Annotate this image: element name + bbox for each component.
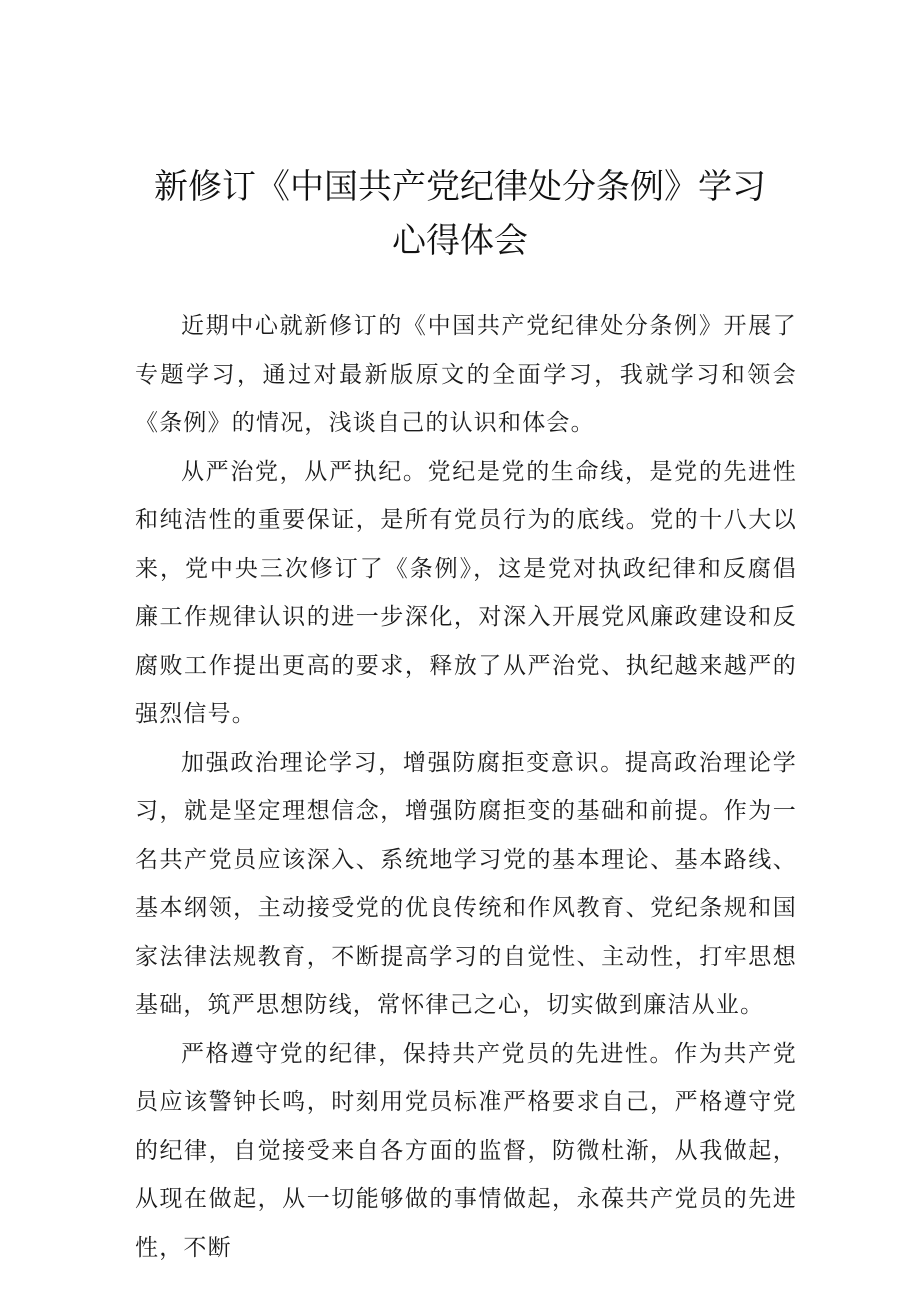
document-title (130, 160, 790, 268)
paragraph-theory-study: 加强政治理论学习，增强防腐拒变意识。提高政治理论学习，就是坚定理想信念，增强防腐拒变的基础和前提。作为一名共产党员应该深入、系统地学习党的基本理论、基本路线、基本纲领，主动接受党的优良传统和作风教育、党纪条规和国家法律法规教育，不断提高学习的自觉性、主动性，打牢思想基础，筑严思想防线，常怀律己之心，切实做到廉洁从业。 (135, 749, 797, 1018)
paragraph-intro: 近期中心就新修订的《中国共产党纪律处分条例》开展了专题学习，通过对最新版原文的全面学习，我就学习和领会《条例》的情况，浅谈自己的认识和体会。 (135, 313, 797, 436)
title-line-1: 新修订《中国共产党纪律处分条例》学习 (154, 167, 766, 207)
document-body (135, 302, 797, 1272)
paragraph-strict-governance: 从严治党，从严执纪。党纪是党的生命线，是党的先进性和纯洁性的重要保证，是所有党员行为的底线。党的十八大以来，党中央三次修订了《条例》，这是党对执政纪律和反腐倡廉工作规律认识的进一步深化，对深入开展党风廉政建设和反腐败工作提出更高的要求，释放了从严治党、执纪越来越严的强烈信号。 (135, 458, 797, 727)
paragraph-discipline: 严格遵守党的纪律，保持共产党员的先进性。作为共产党员应该警钟长鸣，时刻用党员标准严格要求自己，严格遵守党的纪律，自觉接受来自各方面的监督，防微杜渐，从我做起，从现在做起，从一切能够做的事情做起，永葆共产党员的先进性，不断 (135, 1040, 797, 1261)
title-line-2: 心得体会 (392, 221, 528, 261)
